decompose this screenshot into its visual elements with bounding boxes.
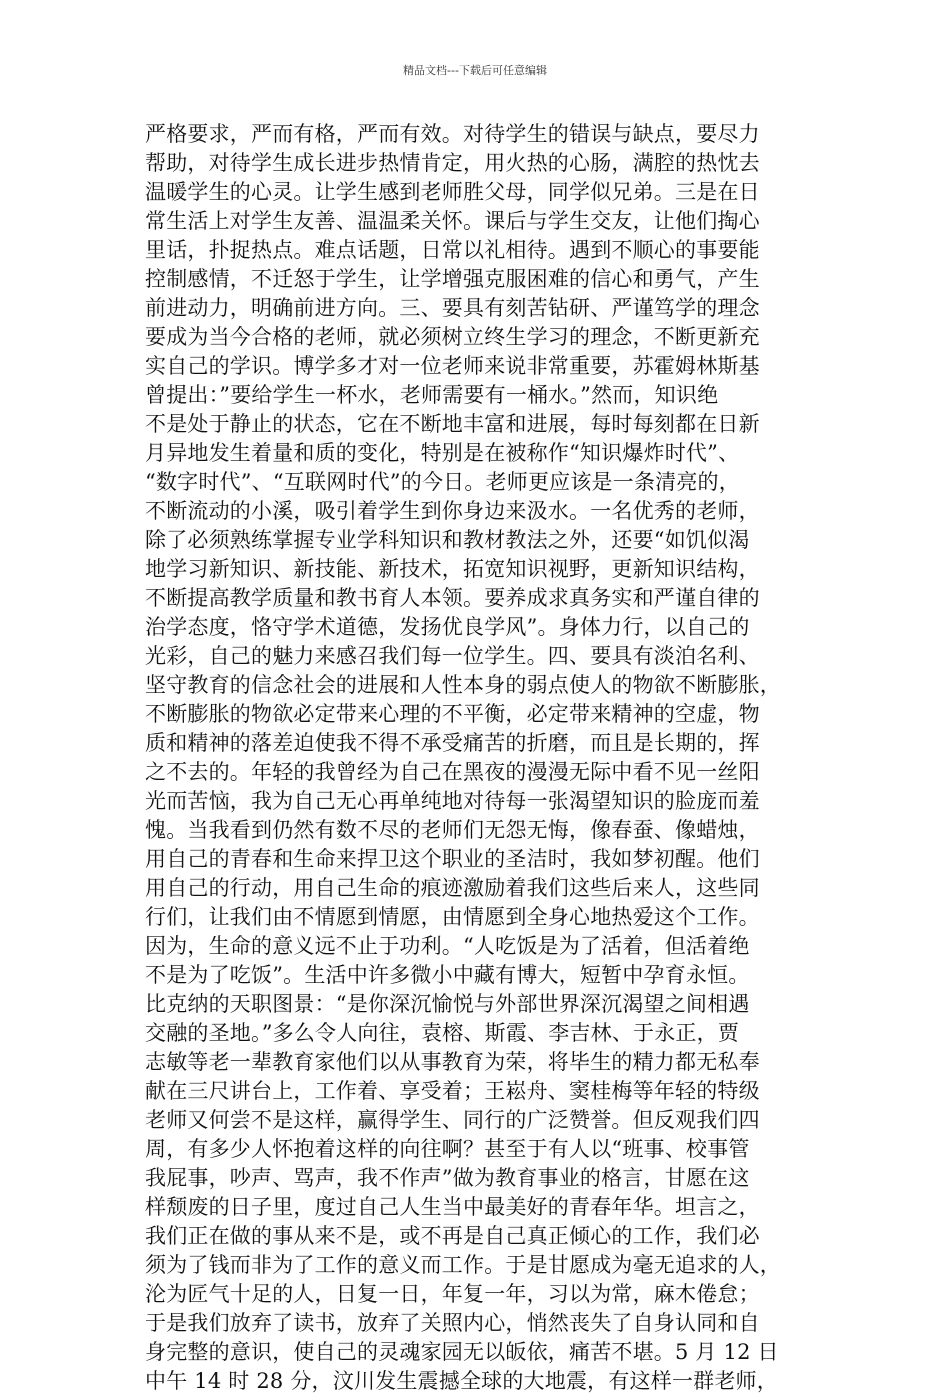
text-line: 老师又何尝不是这样，赢得学生、同行的广泛赞誉。但反观我们四: [145, 1108, 760, 1132]
text-line: 曾提出：”要给学生一杯水，老师需要有一桶水。”然而，知识绝: [145, 383, 719, 407]
text-line: 身完整的意识，使自己的灵魂家园无以皈依，痛苦不堪。5 月 12 日: [145, 1340, 779, 1364]
text-line: 不是处于静止的状态，它在不断地丰富和进展，每时每刻都在日新: [145, 412, 760, 436]
text-line: 治学态度，恪守学术道德，发扬优良学风”。身体力行，以自己的: [145, 615, 750, 639]
text-line: 实自己的学识。博学多才对一位老师来说非常重要，苏霍姆林斯基: [145, 354, 760, 378]
text-line: 交融的圣地。”多么令人向往，袁榕、斯霞、李吉林、于永正，贾: [145, 1021, 740, 1045]
text-line: 须为了钱而非为了工作的意义而工作。于是甘愿成为毫无追求的人，: [145, 1253, 781, 1277]
text-line: 不断流动的小溪，吸引着学生到你身边来汲水。一名优秀的老师，: [145, 499, 760, 523]
text-line: 要成为当今合格的老师，就必须树立终生学习的理念，不断更新充: [145, 325, 760, 349]
text-line: 温暖学生的心灵。让学生感到老师胜父母，同学似兄弟。三是在日: [145, 180, 760, 204]
text-line: 帮助，对待学生成长进步热情肯定，用火热的心肠，满腔的热忱去: [145, 151, 760, 175]
text-line: 献在三尺讲台上，工作着、享受着；王崧舟、窦桂梅等年轻的特级: [145, 1079, 760, 1103]
text-line: 严格要求，严而有格，严而有效。对待学生的错误与缺点，要尽力: [145, 122, 760, 146]
text-line: 因为，生命的意义远不止于功利。“人吃饭是为了活着，但活着绝: [145, 934, 750, 958]
text-line: 我屁事，吵声、骂声，我不作声”做为教育事业的格言，甘愿在这: [145, 1166, 750, 1190]
text-line: 之不去的。年轻的我曾经为自己在黑夜的漫漫无际中看不见一丝阳: [145, 760, 760, 784]
page-header: 精品文档---下载后可任意编辑: [403, 64, 547, 77]
text-line: 不断膨胀的物欲必定带来心理的不平衡，必定带来精神的空虚，物: [145, 702, 760, 726]
text-line: 常生活上对学生友善、温温柔关怀。课后与学生交友，让他们掏心: [145, 209, 760, 233]
text-line: 光而苦恼，我为自己无心再单纯地对待每一张渴望知识的脸庞而羞: [145, 789, 760, 813]
text-line: 不断提高教学质量和教书育人本领。要养成求真务实和严谨自律的: [145, 586, 760, 610]
text-line: 行们，让我们由不情愿到情愿，由情愿到全身心地热爱这个工作。: [145, 905, 760, 929]
document-body: [145, 120, 810, 1396]
text-line: 周，有多少人怀抱着这样的向往啊？甚至于有人以“班事、校事管: [145, 1137, 750, 1161]
text-line: 除了必须熟练掌握专业学科知识和教材教法之外，还要“如饥似渴: [145, 528, 750, 552]
text-line: 志敏等老一辈教育家他们以从事教育为荣，将毕生的精力都无私奉: [145, 1050, 760, 1074]
text-line: 月异地发生着量和质的变化，特别是在被称作“知识爆炸时代”、: [145, 441, 740, 465]
text-line: 用自己的青春和生命来捍卫这个职业的圣洁时，我如梦初醒。他们: [145, 847, 760, 871]
text-line: 比克纳的天职图景：“是你深沉愉悦与外部世界深沉渴望之间相遇: [145, 992, 750, 1016]
text-line: 里话，扑捉热点。难点话题，日常以礼相待。遇到不顺心的事要能: [145, 238, 760, 262]
text-line: 于是我们放弃了读书，放弃了关照内心，悄然丧失了自身认同和自: [145, 1311, 760, 1335]
text-line: 愧。当我看到仍然有数不尽的老师们无怨无悔，像春蚕、像蜡烛，: [145, 818, 760, 842]
text-line: 坚守教育的信念社会的进展和人性本身的弱点使人的物欲不断膨胀，: [145, 673, 781, 697]
text-line: 用自己的行动，用自己生命的痕迹激励着我们这些后来人，这些同: [145, 876, 760, 900]
text-line: 沦为匠气十足的人，日复一日，年复一年，习以为常，麻木倦怠；: [145, 1282, 760, 1306]
text-line: 地学习新知识、新技能、新技术，拓宽知识视野，更新知识结构，: [145, 557, 760, 581]
text-line: 不是为了吃饭”。生活中许多微小中藏有博大，短暂中孕育永恒。: [145, 963, 750, 987]
text-line: 中午 14 时 28 分，汶川发生震撼全球的大地震，有这样一群老师，: [145, 1369, 778, 1393]
text-line: 质和精神的落差迫使我不得不承受痛苦的折磨，而且是长期的，挥: [145, 731, 760, 755]
text-line: “数字时代”、“互联网时代”的今日。老师更应该是一条清亮的，: [145, 470, 740, 494]
text-line: 我们正在做的事从来不是，或不再是自己真正倾心的工作，我们必: [145, 1224, 760, 1248]
text-line: 光彩，自己的魅力来感召我们每一位学生。四、要具有淡泊名利、: [145, 644, 760, 668]
text-line: 前进动力，明确前进方向。三、要具有刻苦钻研、严谨笃学的理念: [145, 296, 760, 320]
text-line: 样颓废的日子里，度过自己人生当中最美好的青春年华。坦言之，: [145, 1195, 760, 1219]
text-line: 控制感情，不迁怒于学生，让学增强克服困难的信心和勇气，产生: [145, 267, 760, 291]
